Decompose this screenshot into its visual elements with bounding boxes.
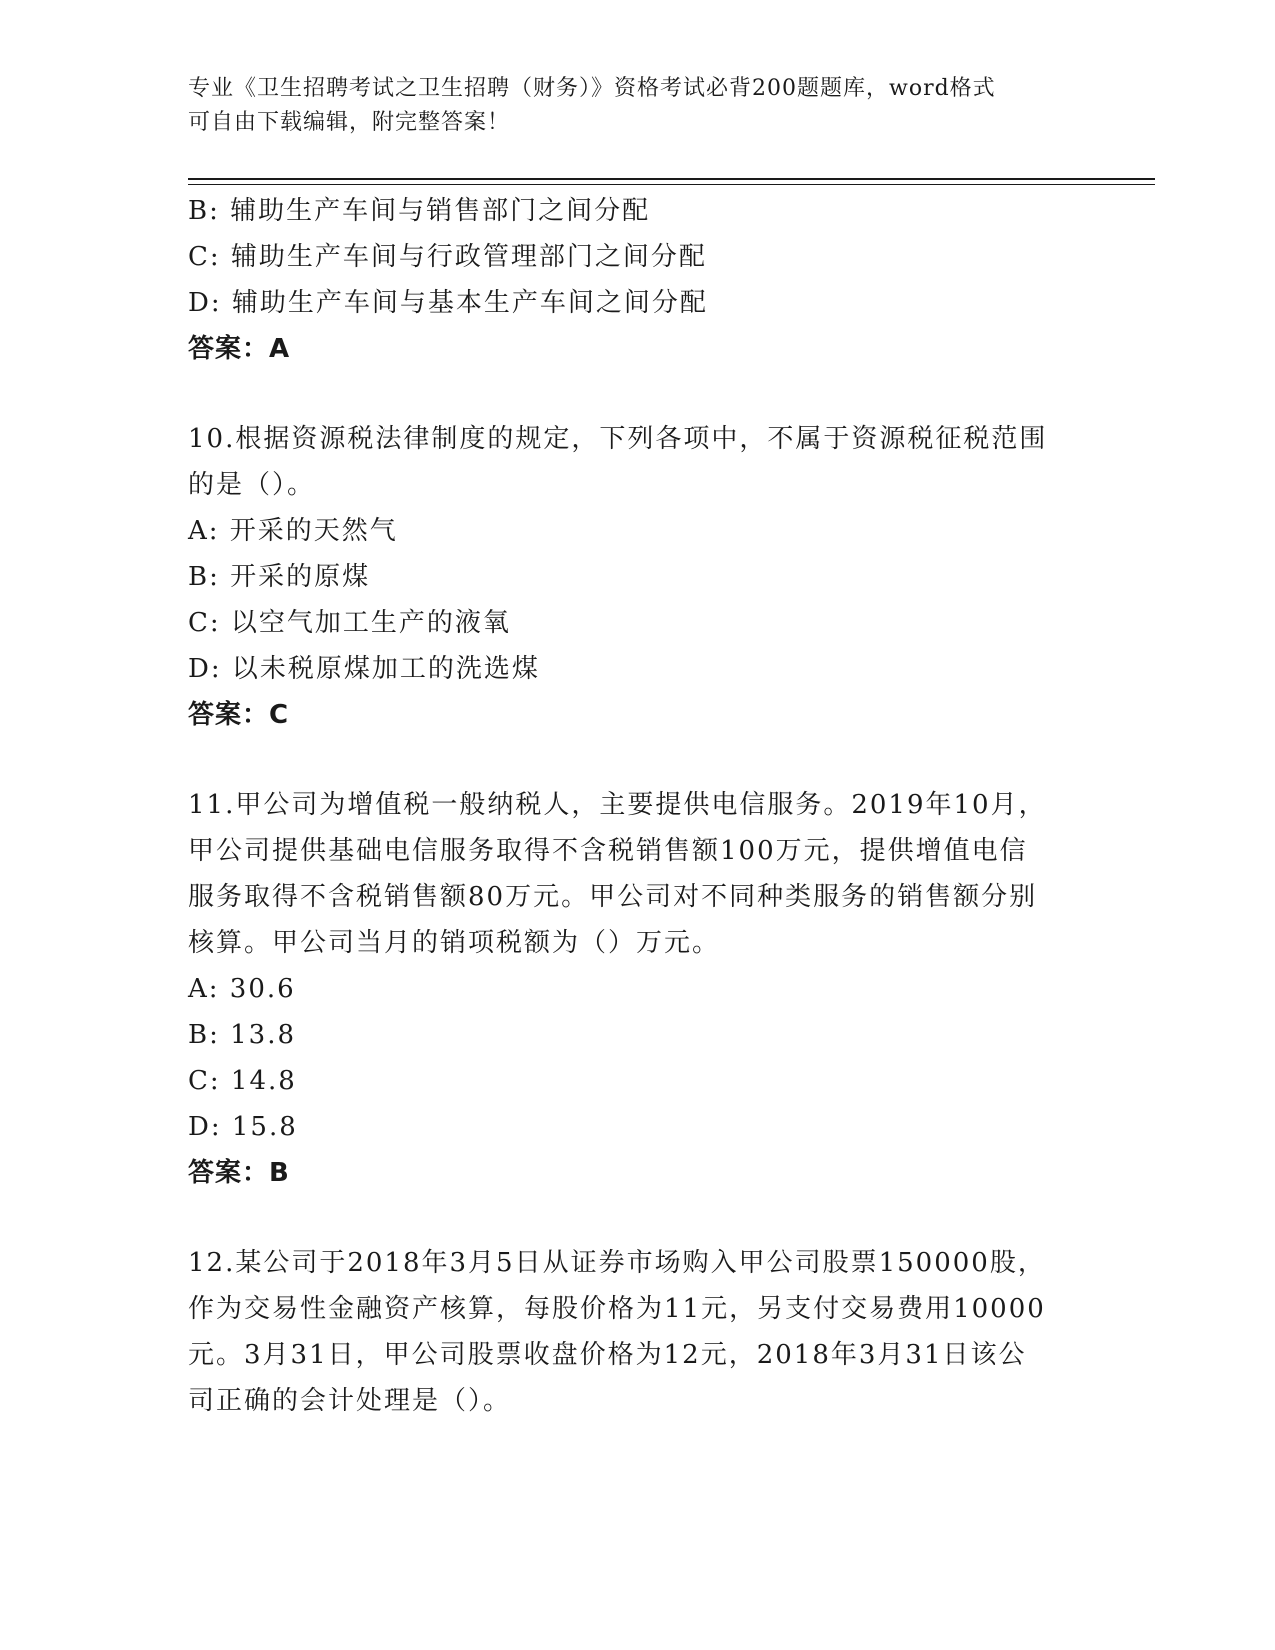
answer-label: 答案：C — [188, 700, 290, 730]
header-line-1: 专业《卫生招聘考试之卫生招聘（财务）》资格考试必背200题题库，word格式 — [188, 76, 996, 101]
answer-label: 答案：A — [188, 334, 291, 364]
header-rule-thin — [188, 184, 1155, 185]
option-b: B: 开采的原煤 — [188, 562, 371, 592]
option-c: C: 14.8 — [188, 1066, 297, 1096]
header-rule-thick — [188, 178, 1155, 180]
option-d: D: 15.8 — [188, 1112, 298, 1142]
question-stem-line: 作为交易性金融资产核算，每股价格为11元，另支付交易费用10000 — [188, 1294, 1046, 1324]
question-stem-line: 核算。甲公司当月的销项税额为（）万元。 — [188, 928, 721, 958]
option-d: D: 辅助生产车间与基本生产车间之间分配 — [188, 288, 708, 318]
option-a: A: 30.6 — [188, 974, 296, 1004]
header-line-2: 可自由下载编辑，附完整答案！ — [188, 110, 511, 135]
question-10 — [188, 416, 1088, 738]
question-stem-line: 服务取得不含税销售额80万元。甲公司对不同种类服务的销售额分别 — [188, 882, 1038, 912]
question-content — [188, 188, 1088, 1424]
question-stem-line: 甲公司提供基础电信服务取得不含税销售额100万元，提供增值电信 — [188, 836, 1028, 866]
option-d: D: 以未税原煤加工的洗选煤 — [188, 654, 540, 684]
option-b: B: 13.8 — [188, 1020, 297, 1050]
question-stem-line: 司正确的会计处理是（）。 — [188, 1386, 512, 1416]
question-stem-line: 12.某公司于2018年3月5日从证券市场购入甲公司股票150000股， — [188, 1248, 1046, 1278]
option-c: C: 辅助生产车间与行政管理部门之间分配 — [188, 242, 707, 272]
option-c: C: 以空气加工生产的液氧 — [188, 608, 511, 638]
question-11 — [188, 782, 1088, 1196]
option-b: B: 辅助生产车间与销售部门之间分配 — [188, 196, 651, 226]
option-a: A: 开采的天然气 — [188, 516, 398, 546]
question-12 — [188, 1240, 1088, 1424]
question-stem-line: 10.根据资源税法律制度的规定，下列各项中，不属于资源税征税范围 — [188, 424, 1048, 454]
question-stem-line: 的是（）。 — [188, 470, 316, 500]
question-stem-line: 元。3月31日，甲公司股票收盘价格为12元，2018年3月31日该公 — [188, 1340, 1027, 1370]
question-stem-line: 11.甲公司为增值税一般纳税人，主要提供电信服务。2019年10月， — [188, 790, 1047, 820]
question-9-options — [188, 188, 1088, 372]
document-header — [188, 72, 1068, 140]
answer-label: 答案：B — [188, 1158, 290, 1188]
